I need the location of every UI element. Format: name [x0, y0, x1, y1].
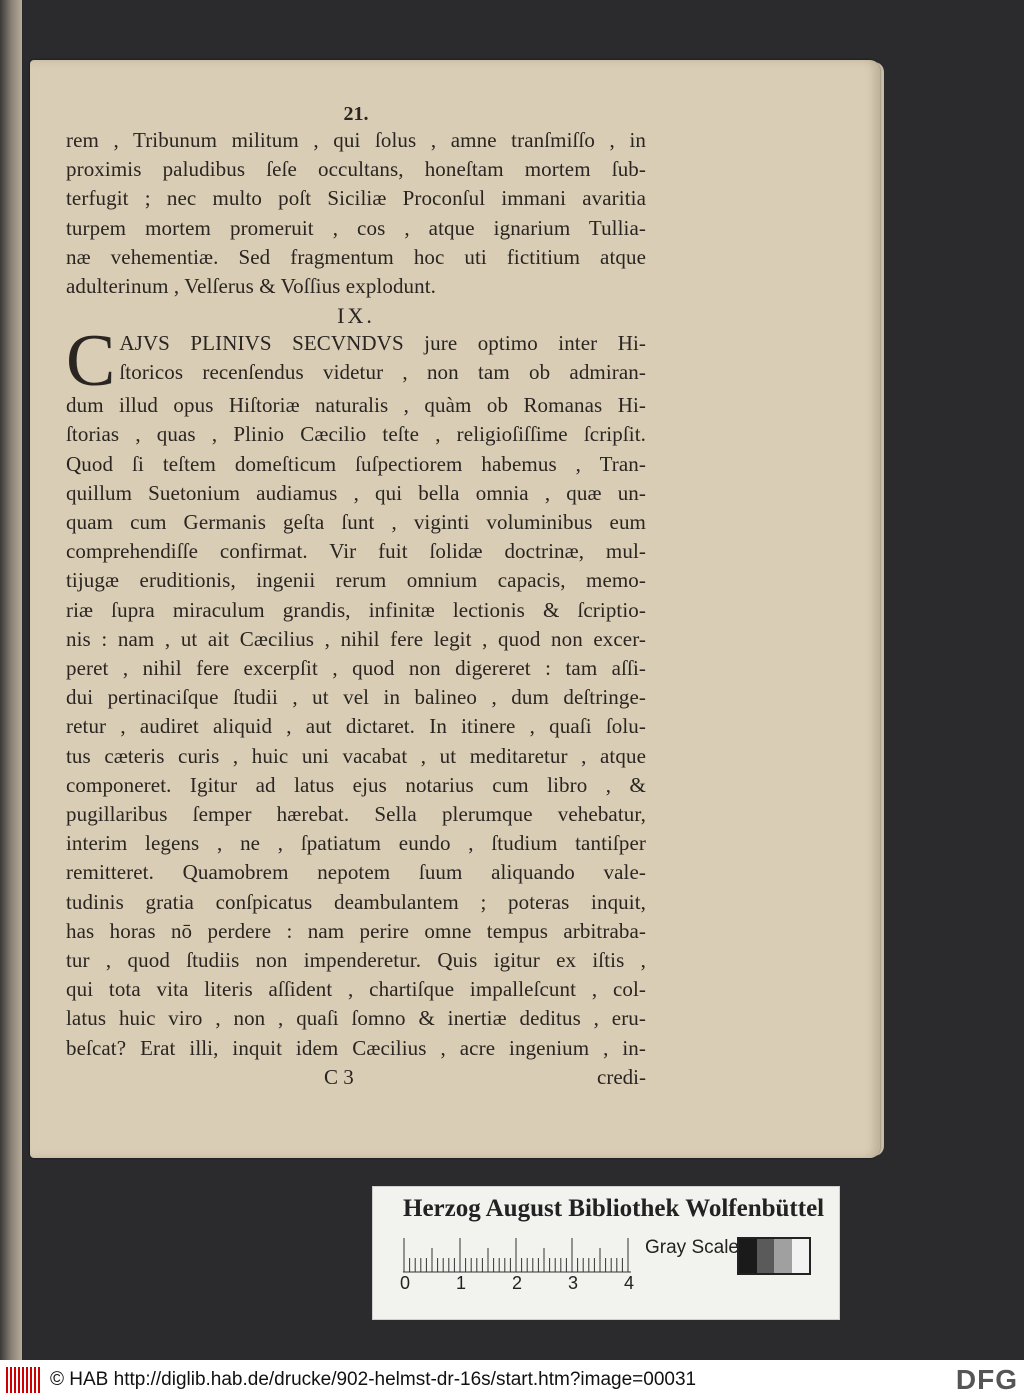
ruler-scale — [403, 1237, 631, 1273]
page-number: 21. — [343, 103, 369, 125]
catchword: credi- — [597, 1064, 646, 1089]
text-line: AJVS PLINIVS SECVNDVS jure optimo inter Hi- — [119, 331, 646, 356]
color-calibration-card — [372, 1186, 840, 1320]
gray-swatch — [739, 1239, 757, 1273]
gray-scale-swatches — [737, 1237, 811, 1275]
adjacent-page-edge — [0, 0, 22, 1360]
ruler-label: 0 — [400, 1273, 411, 1293]
text-line: pugillaribus ſemper hærebat. Sella plerumque vehebatur, — [66, 802, 646, 827]
footer-bar — [0, 1360, 1024, 1399]
text-line: tur , quod ſtudiis non impenderetur. Quis igitur ex iſtis , — [66, 948, 646, 973]
text-line: proximis paludibus ſeſe occultans, honeſtam mortem ſub- — [66, 157, 646, 182]
text-line: terfugit ; nec multo poſt Siciliæ Proconſul immani avaritia — [66, 186, 646, 211]
text-line: ſtorias , quas , Plinio Cæcilio teſte , religioſiſſime ſcripſit. — [66, 422, 646, 447]
text-line: latus huic viro , non , quaſi ſomno & inertiæ deditus , eru- — [66, 1006, 646, 1031]
page-footer — [66, 1063, 646, 1092]
ruler-label: 2 — [512, 1273, 523, 1293]
ruler-label: 4 — [624, 1273, 635, 1293]
copyright-url[interactable]: © HAB http://diglib.hab.de/drucke/902-helmst-dr-16s/start.htm?image=00031 — [50, 1368, 697, 1390]
text-line: Quod ſi teſtem domeſticum ſuſpectiorem habemus , Tran- — [66, 451, 646, 476]
text-line: beſcat? Erat illi, inquit idem Cæcilius , acre ingenium , in- — [66, 1035, 646, 1060]
text-line: tudinis gratia conſpicatus deambulantem ; poteras inquit, — [66, 889, 646, 914]
ruler-label: 3 — [568, 1273, 579, 1293]
signature-mark: C 3 — [324, 1064, 354, 1089]
text-line: quillum Suetonium audiamus , qui bella omnia , quæ un- — [66, 480, 646, 505]
paragraph-body — [66, 391, 646, 1063]
text-line: næ vehementiæ. Sed fragmentum hoc uti fictitium atque — [66, 244, 646, 269]
section-number: IX. — [337, 303, 375, 329]
text-line: rem , Tribunum militum , qui ſolus , amne tranſmiſſo , in — [66, 128, 646, 152]
page-text — [66, 100, 646, 1092]
paragraph-ix — [66, 320, 646, 1063]
text-line: interim legens , ne , ſpatiatum eundo , ſtudium tantiſper — [66, 831, 646, 856]
text-line: has horas nō perdere : nam perire omne tempus arbitraba- — [66, 918, 646, 943]
text-line: peret , nihil fere excerpſit , quod non digereret : tam aſſi- — [66, 656, 646, 681]
dfg-logo: DFG — [955, 1364, 1018, 1395]
text-line: qui tota vita literis aſſident , chartiſque impalleſcunt , col- — [66, 977, 646, 1002]
text-line: dum illud opus Hiſtoriæ naturalis , quàm ob Romanas Hi- — [66, 393, 646, 418]
text-line: remitteret. Quamobrem nepotem ſuum aliquando vale- — [66, 860, 646, 885]
text-line: tijugæ eruditionis, ingenii rerum omnium capacis, memo- — [66, 568, 646, 593]
text-line: componeret. Igitur ad latus ejus notarius cum libro , & — [66, 772, 646, 797]
ruler-label: 1 — [456, 1273, 467, 1293]
paragraph-top — [66, 126, 646, 301]
gray-swatch — [774, 1239, 792, 1273]
text-line: adulterinum , Velſerus & Voſſius explodunt. — [66, 274, 437, 299]
text-line: tus cæteris curis , huic uni vacabat , ut meditaretur , atque — [66, 743, 646, 768]
text-line: dui pertinaciſque ſtudii , ut vel in balineo , dum deſtringe- — [66, 685, 646, 710]
text-line: turpem mortem promeruit , cos , atque ignarium Tullia- — [66, 215, 646, 240]
hab-barcode-icon — [6, 1367, 42, 1393]
gray-swatch — [792, 1239, 810, 1273]
text-line: comprehendiſſe confirmat. Vir fuit ſolidæ doctrinæ, mul- — [66, 539, 646, 564]
drop-cap: C — [66, 320, 116, 403]
text-line: quam cum Germanis geſta ſunt , viginti voluminibus eum — [66, 510, 646, 535]
text-line: ſtoricos recenſendus videtur , non tam ob admiran- — [119, 360, 646, 385]
library-title: Herzog August Bibliothek Wolfenbüttel — [403, 1195, 825, 1222]
gray-scale-label: Gray Scale — [645, 1237, 739, 1258]
text-line: nis : nam , ut ait Cæcilius , nihil fere legit , quod non excer- — [66, 626, 646, 651]
text-line: riæ ſupra miraculum grandis, infinitæ lectionis & ſcriptio- — [66, 597, 646, 622]
text-line: retur , audiret aliquid , aut dictaret. In itinere , quaſi ſolu- — [66, 714, 646, 739]
gray-swatch — [757, 1239, 775, 1273]
drop-cap-lines — [66, 329, 646, 387]
